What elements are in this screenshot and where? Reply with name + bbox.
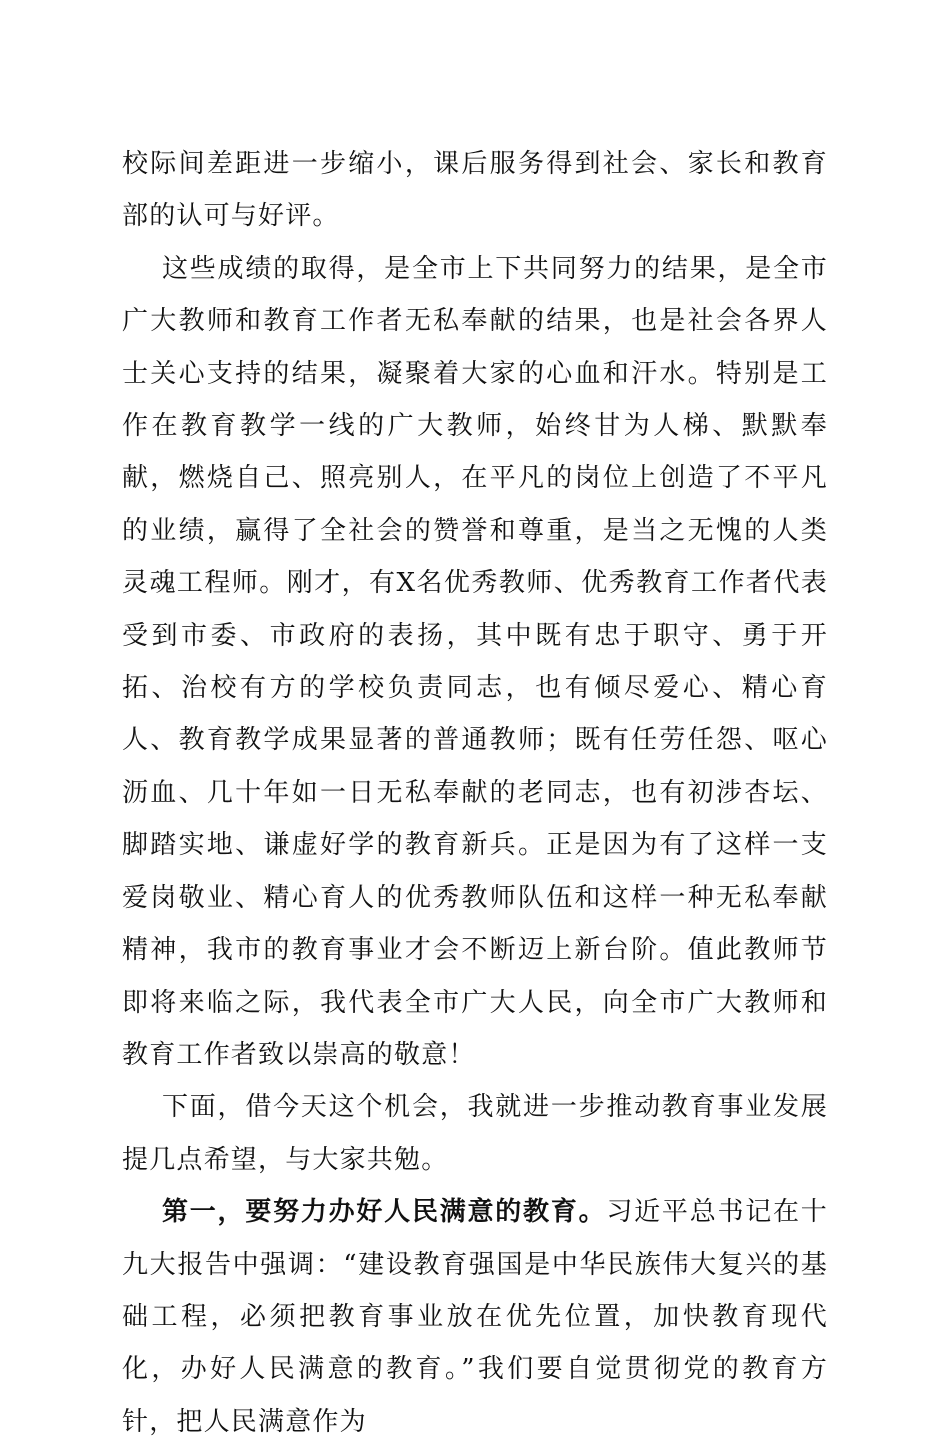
paragraph-achievements: 这些成绩的取得，是全市上下共同努力的结果，是全市广大教师和教育工作者无私奉献的结果，也是社会各界人士关心支持的结果，凝聚着大家的心血和汗水。特别是工作在教育教学一线的广大教师，始终甘为人梯、默默奉献，燃烧自己、照亮别人，在平凡的岗位上创造了不平凡的业绩，赢得了全社会的赞誉和尊重，是当之无愧的人类灵魂工程师。刚才，有X名优秀教师、优秀教育工作者代表受到市委、市政府的表扬，其中既有忠于职守、勇于开拓、治校有方的学校负责同志，也有倾尽爱心、精心育人、教育教学成果显著的普通教师；既有任劳任怨、呕心沥血、几十年如一日无私奉献的老同志，也有初涉杏坛、脚踏实地、谦虚好学的教育新兵。正是因为有了这样一支爱岗敬业、精心育人的优秀教师队伍和这样一种无私奉献精神，我市的教育事业才会不断迈上新台阶。值此教师节即将来临之际，我代表全市广大人民，向全市广大教师和教育工作者致以崇高的敬意！ — [122, 253, 828, 1070]
paragraph-intro-hopes: 下面，借今天这个机会，我就进一步推动教育事业发展提几点希望，与大家共勉。 — [122, 1092, 828, 1175]
paragraph-first-point — [122, 1186, 828, 1448]
first-point-body: 习近平总书记在十九大报告中强调：“建设教育强国是中华民族伟大复兴的基础工程，必须把教育事业放在优先位置，加快教育现代化，办好人民满意的教育。”我们要自觉贯彻党的教育方针，把人民满意作为 — [122, 1197, 828, 1437]
first-point-heading: 第一，要努力办好人民满意的教育。 — [162, 1197, 607, 1228]
paragraph-continuation: 校际间差距进一步缩小，课后服务得到社会、家长和教育部的认可与好评。 — [122, 149, 828, 232]
document-body — [122, 138, 828, 1448]
